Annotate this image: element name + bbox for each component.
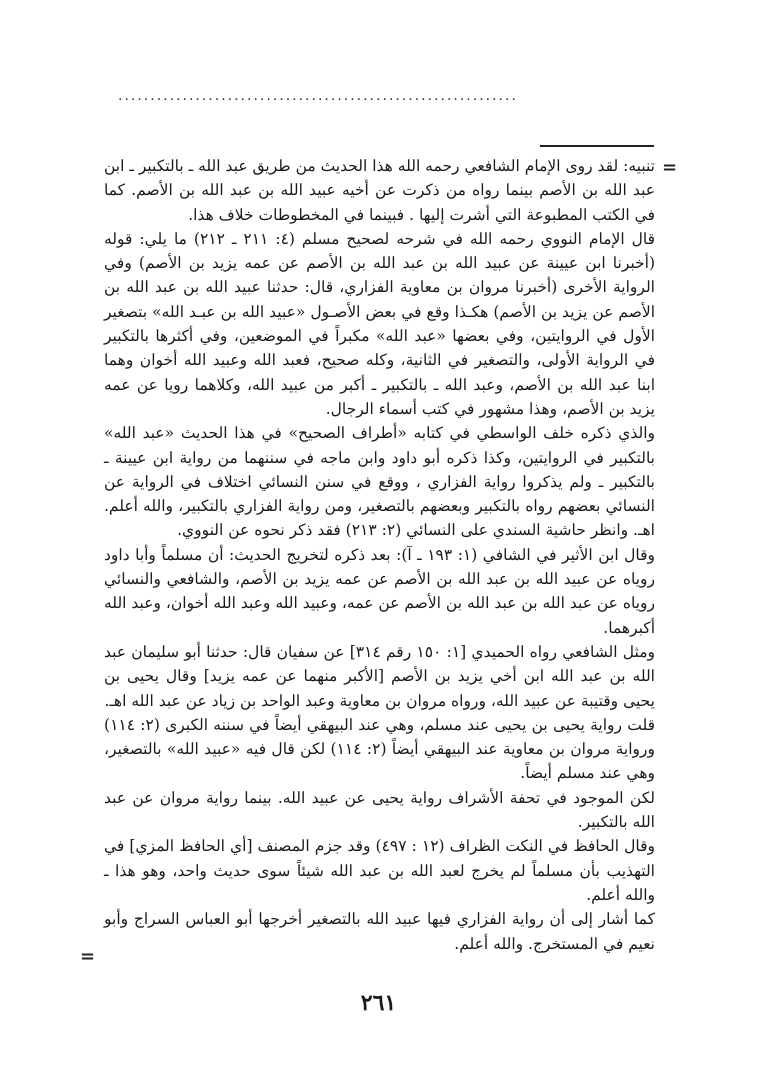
page-number: ٢٦١ bbox=[360, 990, 397, 1016]
continuation-mark-top: = bbox=[662, 157, 678, 178]
paragraph: قلت رواية يحيى بن يحيى عند مسلم، وهي عند البيهقي أيضاً في سننه الكبرى (٢: ١١٤) ورواية مروان بن معاوية عند البيهقي أيضاً (٢: ١١٤) لكن قال فيه «عبيد الله» بالتصغير، وهي عند مسلم أيضاً. bbox=[104, 715, 655, 783]
paragraph: وقال الحافظ في النكت الظراف (١٢ : ٤٩٧) وقد جزم المصنف [أي الحافظ المزي] في التهذيب بأن مسلماً لم يخرج لعبد الله بن عبد الله شيئاً سوى حديث واحد، وهو هذا ـ والله أعلم. bbox=[104, 837, 655, 904]
paragraph: لكن الموجود في تحفة الأشراف رواية يحيى عن عبيد الله. بينما رواية مروان عن عبد الله بالتكبير. bbox=[104, 788, 655, 832]
paragraph: كما أشار إلى أن رواية الفزاري فيها عبيد الله بالتصغير أخرجها أبو العباس السراج وأبو نعيم في المستخرج. والله أعلم. bbox=[104, 910, 655, 953]
paragraph: تنبيه: لقد روى الإمام الشافعي رحمه الله هذا الحديث من طريق عبد الله ـ بالتكبير ـ ابن عبد الله بن الأصم بينما رواه من ذكرت عن أخيه عبيد الله بن عبد الله بن الأصم. كما في الكتب المطبوعة التي أشرت إليها . فبينما في المخطوطات خلاف هذا. bbox=[104, 157, 655, 224]
separator-dots: .............................................................. bbox=[118, 88, 518, 104]
paragraph: ومثل الشافعي رواه الحميدي [١: ١٥٠ رقم ٣١٤] عن سفيان قال: حدثنا أبو سليمان عبد الله بن عبد الله ابن أخي يزيد بن الأصم [الأكبر منهما عن عمه يزيد] وقال يحيى بن يحيى وقتيبة عن عبيد الله، ورواه مروان بن معاوية وعبد الواحد بن زياد عن عبد الله اهـ. bbox=[104, 642, 655, 710]
footnote-rule bbox=[540, 145, 654, 147]
continuation-mark-bottom: = bbox=[80, 946, 96, 967]
footnote-text bbox=[104, 154, 655, 956]
paragraph: قال الإمام النووي رحمه الله في شرحه لصحيح مسلم (٤: ٢١١ ـ ٢١٢) ما يلي: قوله (أخبرنا ابن عيينة عن عبيد الله بن عبد الله بن الأصم عن عمه يزيد بن الأصم) وفي الرواية الأخرى (أخبرنا مروان بن معاوية الفزاري، قال: حدثنا عبيد الله بن عبد الله بن الأصم عن يزيد بن الأصم) هكـذا وقع في بعض الأصـول «عبيد الله بن عبـد الله» بتصغير الأول في الروايتين، وفي بعضها «عبد الله» مكبراً في الموضعين، وفي أكثرها بالتكبير في الرواية الأولى، والتصغير في الثانية، وكله صحيح، فعبد الله وعبيد الله أخوان وهما ابنا عبد الله بن الأصم، وعبد الله ـ بالتكبير ـ أكبر من عبيد الله، وكلاهما رويا عن عمه يزيد بن الأصم، وهذا مشهور في كتب أسماء الرجال. bbox=[104, 229, 656, 418]
paragraph: والذي ذكره خلف الواسطي في كتابه «أطراف الصحيح» في هذا الحديث «عبد الله» بالتكبير في الروايتين، وكذا ذكره أبو داود وابن ماجه في سننهما من رواية ابن عيينة ـ بالتكبير ـ ولم يذكروا رواية الفزاري ، ووقع في سنن النسائي اختلاف في الرواية عن النسائي بعضهم رواه بالتكبير وبعضهم بالتصغير، ومن رواية الفزاري بالتكبير، والله أعلم. اهـ. وانظر حاشية السندي على النسائي (٢: ٢١٣) فقد ذكر نحوه عن النووي. bbox=[104, 424, 655, 540]
paragraph: وقال ابن الأثير في الشافي (١: ١٩٣ ـ آ): بعد ذكره لتخريج الحديث: أن مسلماً وأبا داود روياه عن عبيد الله بن عبد الله بن الأصم عن عمه يزيد بن الأصم، والشافعي والنسائي روياه عن عبد الله بن عبد الله بن الأصم عن عمه، وعبيد الله وعبد الله أخوان، وعبد الله أكبرهما. bbox=[104, 545, 655, 637]
